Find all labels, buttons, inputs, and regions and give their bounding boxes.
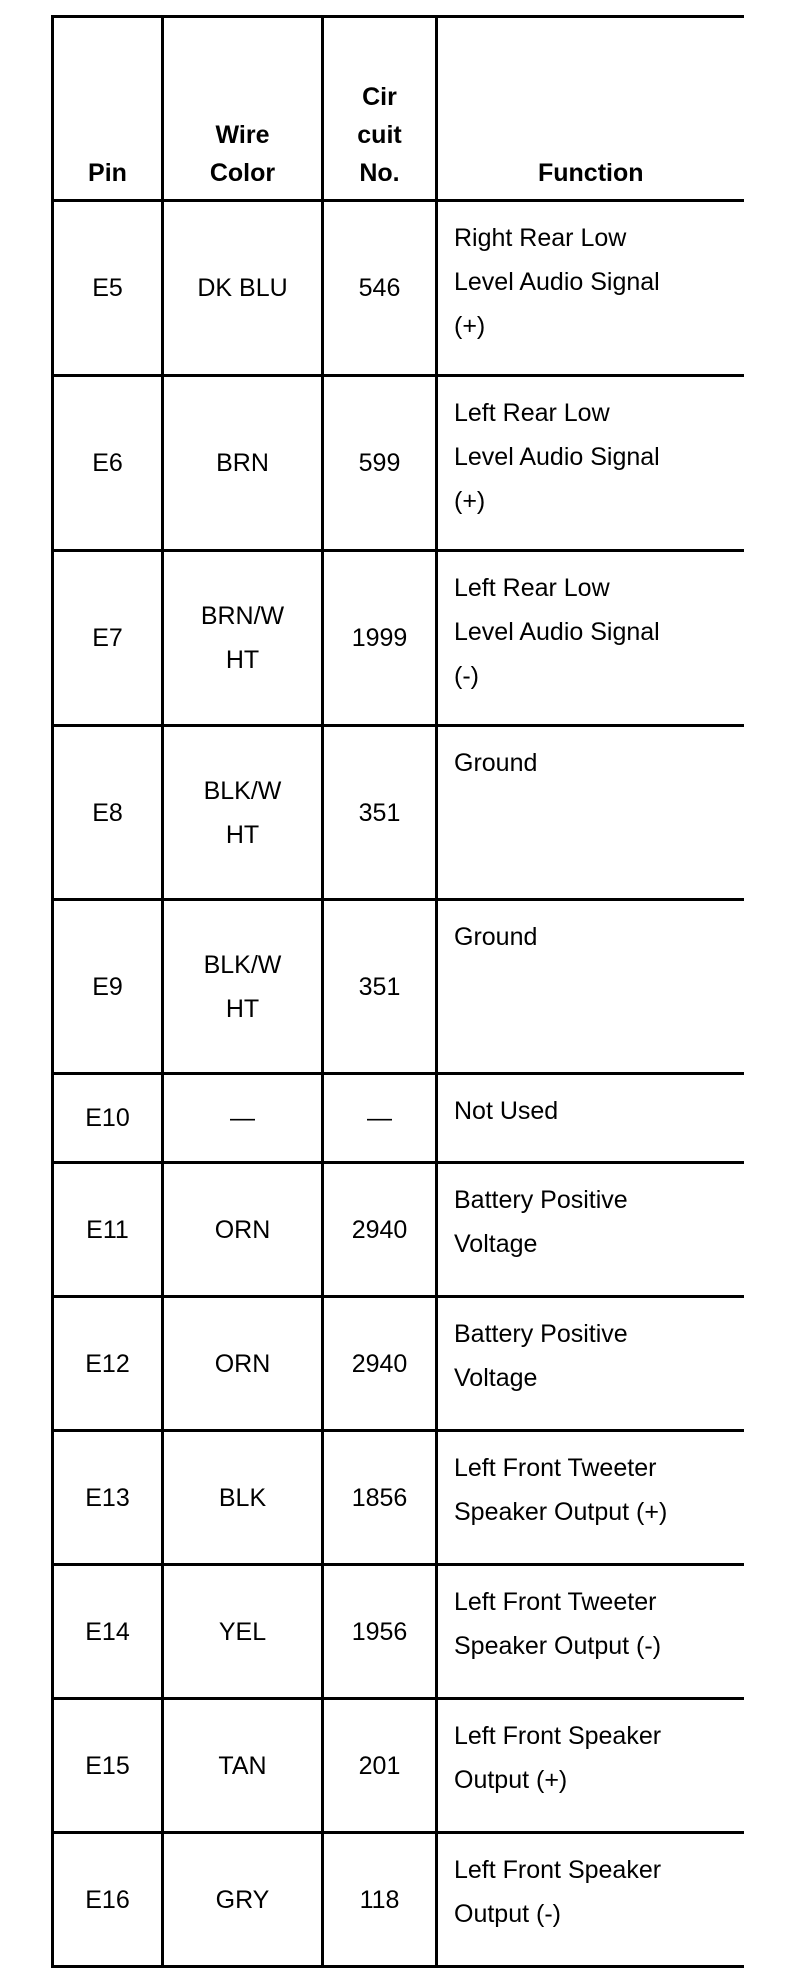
pin-cell: E11 [53,1163,163,1297]
pin-cell: E7 [53,551,163,726]
circuit-cell: 118 [323,1833,437,1967]
wire-color-cell: BLK/W HT [163,726,323,900]
circuit-cell: 201 [323,1699,437,1833]
pin-cell: E13 [53,1431,163,1565]
function-cell: Battery Positive Voltage [437,1163,744,1297]
header-pin: Pin [53,17,163,201]
function-cell: Battery Positive Voltage [437,1297,744,1431]
circuit-cell: 351 [323,726,437,900]
wire-color-cell: BRN/W HT [163,551,323,726]
pin-cell: E12 [53,1297,163,1431]
circuit-cell: 546 [323,201,437,376]
circuit-cell: — [323,1074,437,1163]
function-cell: Left Front Tweeter Speaker Output (+) [437,1431,744,1565]
circuit-cell: 1856 [323,1431,437,1565]
function-cell: Right Rear Low Level Audio Signal (+) [437,201,744,376]
table-row [53,726,744,900]
wire-color-cell: BLK [163,1431,323,1565]
pin-cell: E15 [53,1699,163,1833]
function-cell: Left Front Speaker Output (+) [437,1699,744,1833]
pin-cell: E10 [53,1074,163,1163]
table-row [53,1163,744,1297]
wire-color-cell: GRY [163,1833,323,1967]
function-cell: Ground [437,900,744,1074]
table-row [53,376,744,551]
pin-cell: E5 [53,201,163,376]
pin-cell: E6 [53,376,163,551]
circuit-cell: 2940 [323,1163,437,1297]
table-row [53,551,744,726]
circuit-cell: 351 [323,900,437,1074]
pin-function-table [51,15,744,1968]
header-circuit-no: Cir cuit No. [323,17,437,201]
function-cell: Left Front Speaker Output (-) [437,1833,744,1967]
function-cell: Ground [437,726,744,900]
table-row [53,1297,744,1431]
wire-color-cell: TAN [163,1699,323,1833]
header-wire-color: Wire Color [163,17,323,201]
function-cell: Left Front Tweeter Speaker Output (-) [437,1565,744,1699]
table-row [53,1074,744,1163]
wire-color-cell: ORN [163,1163,323,1297]
circuit-cell: 1956 [323,1565,437,1699]
header-function: Function [437,17,744,201]
pin-cell: E16 [53,1833,163,1967]
table-row [53,1565,744,1699]
circuit-cell: 1999 [323,551,437,726]
pin-cell: E9 [53,900,163,1074]
wire-color-cell: — [163,1074,323,1163]
function-cell: Left Rear Low Level Audio Signal (-) [437,551,744,726]
table-row [53,1431,744,1565]
wire-color-cell: BRN [163,376,323,551]
wire-color-cell: BLK/W HT [163,900,323,1074]
header-row [53,17,744,201]
table-row [53,900,744,1074]
pin-cell: E14 [53,1565,163,1699]
table-row [53,1699,744,1833]
function-cell: Left Rear Low Level Audio Signal (+) [437,376,744,551]
wire-color-cell: DK BLU [163,201,323,376]
circuit-cell: 2940 [323,1297,437,1431]
circuit-cell: 599 [323,376,437,551]
wire-color-cell: ORN [163,1297,323,1431]
function-cell: Not Used [437,1074,744,1163]
table-row [53,201,744,376]
pin-cell: E8 [53,726,163,900]
wire-color-cell: YEL [163,1565,323,1699]
table-row [53,1833,744,1967]
